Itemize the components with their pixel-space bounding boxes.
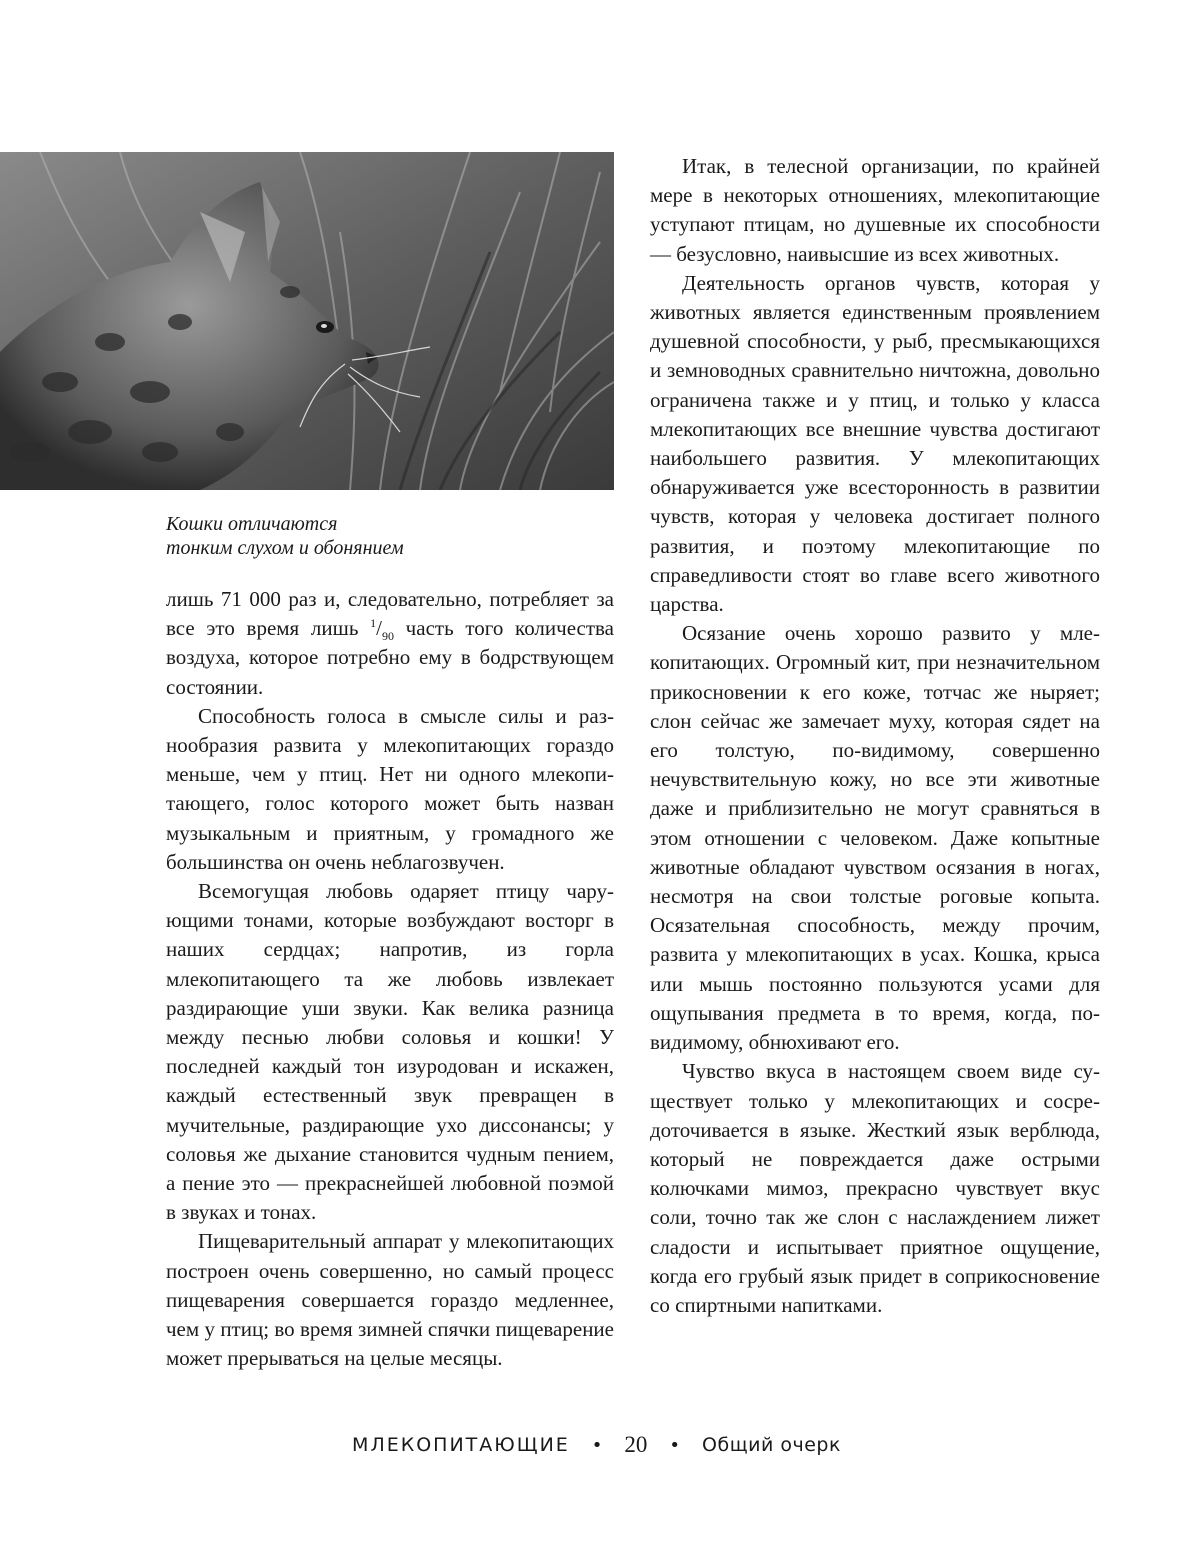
fraction-denominator: 90 (381, 629, 394, 644)
cat-in-grass-image (0, 152, 614, 490)
footer-chapter-title: Общий очерк (702, 1434, 841, 1456)
left-paragraph-2: Способность голоса в смысле силы и разнообразия развита у млекопитающих гораздо меньше, чем у птиц. Нет ни одного млекопитающего, голос которого может быть назван музыкальным и приятным, у громадного же большинства он очень неблагозвучен. (166, 703, 614, 874)
left-paragraph-3: Всемогущая любовь одаряет птицу чарующими тонами, которые возбуждают восторг в наших сердцах; напротив, из горла млекопитающего та же любовь извлекает раздирающие уши звуки. Как велика разница между песнью любви соловья и кошки! У последней каждый тон изуродован и искажен, каждый естественный звук превращен в мучительные, раздирающие ухо диссонансы; у соловья же дыхание становится чудным пением, а пение это — прекраснейшей любовной поэмой в звуках и тонах. (166, 879, 614, 1225)
left-column (166, 585, 614, 1373)
figure-caption (166, 512, 586, 560)
footer-separator-right: • (669, 1434, 681, 1456)
page-footer (0, 1425, 1193, 1465)
right-paragraph-2: Деятельность органов чувств, которая у животных является единственным проявлением душевной способности, у рыб, пресмыкающихся и земноводных сравнительно ничтожна, довольно ограничена также и у птиц, и только у класса млекопитающих все внешние чувства достигают наибольшего развития. У млекопитающих обнаруживается уже всесторонность в развитии чувств, которая у человека достигает полного развития, и поэтому млекопитающие по справедливости стоят во главе всего животного царства. (650, 270, 1100, 617)
cat-photo (0, 152, 614, 490)
caption-line-2: тонким слухом и обонянием (166, 537, 404, 559)
right-column (650, 152, 1100, 1320)
footer-section-title: МЛЕКОПИТАЮЩИЕ (352, 1434, 570, 1456)
left-p1-text-before: лишь 71 000 раз и, следовательно, потребляет за все это время лишь (166, 587, 614, 641)
left-paragraph-1: лишь 71 000 раз и, следовательно, потребляет за все это время лишь $^1/_{90}$ часть того количества воздуха, которое потребно ему в бодрствующем состоянии. (166, 587, 614, 699)
right-paragraph-1: Итак, в телесной организации, по крайней мере в некоторых отношениях, млекопитающие уступают птицам, но душевные их способности — безусловно, наивысшие из всех животных. (650, 154, 1100, 266)
right-paragraph-4: Чувство вкуса в настоящем своем виде существует только у млекопитающих и сосредоточивается в языке. Жесткий язык верблюда, который не повреждается даже острыми колючками мимоз, прекрасно чувствует вкус соли, точно так же слон с наслаждением лижет сладости и испытывает приятное ощущение, когда его грубый язык придет в соприкосновение со спиртными напитками. (650, 1059, 1100, 1317)
left-p1-text-after: часть того количества воздуха, которое потребно ему в бодрствующем состоянии. (166, 616, 614, 699)
caption-line-1: Кошки отличаются (166, 513, 338, 535)
footer-separator-left: • (591, 1434, 603, 1456)
fraction-numerator: 1 (370, 616, 377, 631)
right-paragraph-3: Осязание очень хорошо развито у млекопитающих. Огромный кит, при незначительном прикосновении к его коже, тотчас же ныряет; слон сейчас же замечает муху, которая сядет на его толстую, по-видимому, совершенно нечувствительную кожу, но все эти животные даже и приблизительно не могут сравняться в этом отношении с человеком. Даже копытные животные обладают чувством осязания в ногах, несмотря на свои толстые роговые копыта. Осязательная способность, между прочим, развита у млекопитающих в усах. Кошка, крыса или мышь постоянно пользуются усами для ощупывания предмета в то время, когда, по-видимому, обнюхивают его. (650, 621, 1100, 1055)
left-paragraph-4: Пищеварительный аппарат у млекопитающих построен очень совершенно, но самый процесс пищеварения совершается гораздо медленнее, чем у птиц; во время зимней спячки пищеварение может прерываться на целые месяцы. (166, 1229, 614, 1371)
page-number: 20 (624, 1432, 648, 1457)
